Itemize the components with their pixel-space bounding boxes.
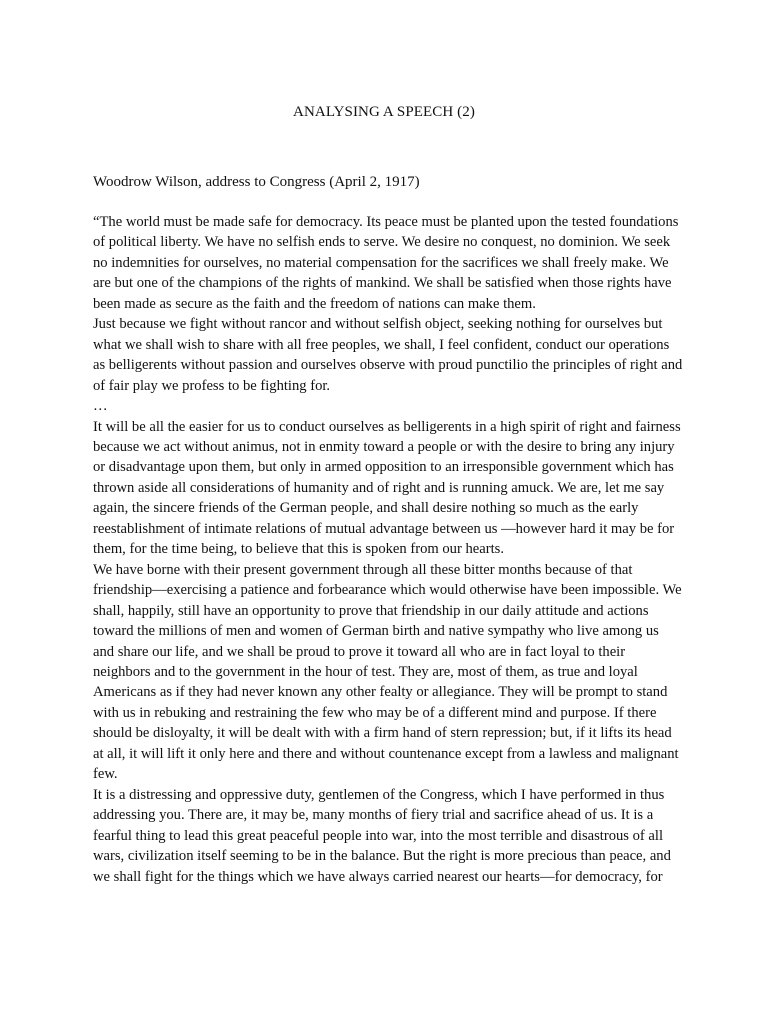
paragraph: “The world must be made safe for democracy. Its peace must be planted upon the tested foundations of political liberty. We have no selfish ends to serve. We desire no conquest, no dominion. We seek no indemnities for ourselves, no material compensation for the sacrifices we shall freely make. We are but one of the champions of the rights of mankind. We shall be satisfied when those rights have been made as secure as the faith and the freedom of nations can make them. bbox=[93, 214, 679, 312]
paragraph: It will be all the easier for us to conduct ourselves as belligerents in a high spirit of right and fairness because we act without animus, not in enmity toward a people or with the desire to bring any injury or disadvantage upon them, but only in armed opposition to an irresponsible government which has thrown aside all considerations of humanity and of right and is running amuck. We are, let me say again, the sincere friends of the German people, and shall desire nothing so much as the early reestablishment of intimate relations of mutual advantage between us —however hard it may be for them, for the time being, to believe that this is spoken from our hearts. bbox=[93, 418, 681, 558]
paragraph: Just because we fight without rancor and without selfish object, seeking nothing for ourselves but what we shall wish to share with all free peoples, we shall, I feel confident, conduct our operations as belligerents without passion and ourselves observe with proud punctilio the principles of right and of fair play we profess to be fighting for. bbox=[93, 316, 683, 394]
paragraph: We have borne with their present government through all these bitter months because of that friendship—exercising a patience and forbearance which would otherwise have been impossible. We shall, happily, still have an opportunity to prove that friendship in our daily attitude and actions toward the millions of men and women of German birth and native sympathy who live among us and share our life, and we shall be proud to prove it toward all who are in fact loyal to their neighbors and to the government in the hour of test. They are, most of them, as true and loyal Americans as if they had never known any other fealty or allegiance. They will be prompt to stand with us in rebuking and restraining the few who may be of a different mind and purpose. If there should be disloyalty, it will be dealt with with a firm hand of stern repression; but, if it lifts its head at all, it will lift it only here and there and without countenance except from a lawless and malignant few. bbox=[93, 561, 682, 783]
speech-source: Woodrow Wilson, address to Congress (April 2, 1917) bbox=[93, 174, 420, 190]
ellipsis: … bbox=[93, 398, 108, 415]
paragraph: It is a distressing and oppressive duty, gentlemen of the Congress, which I have performed in thus addressing you. There are, it may be, many months of fiery trial and sacrifice ahead of us. It is a fearful thing to lead this great peaceful people into war, into the most terrible and disastrous of all wars, civilization itself seeming to be in the balance. But the right is more precious than peace, and we shall fight for the things which we have always carried nearest our hearts—for democracy, for bbox=[93, 786, 671, 885]
speech-body bbox=[93, 212, 683, 887]
page-title: ANALYSING A SPEECH (2) bbox=[293, 104, 475, 120]
